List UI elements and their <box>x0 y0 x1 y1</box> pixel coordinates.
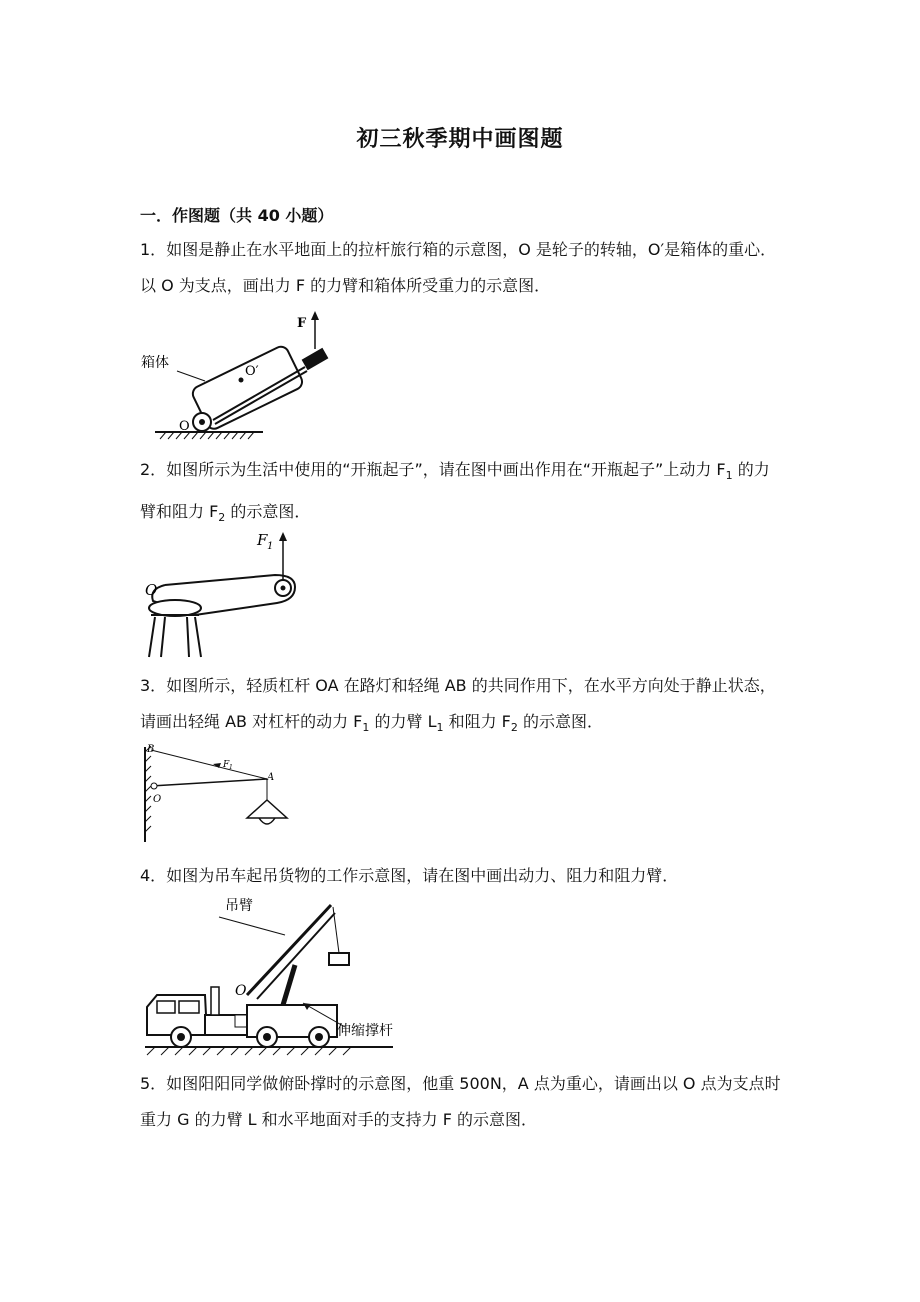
page-title: 初三秋季期中画图题 <box>356 127 564 152</box>
question-text: 如图所示，轻质杠杆 OA 在路灯和轻绳 AB 的共同作用下，在水平方向处于静止状态，请画出轻绳 AB 对杠杆的动力 F <box>140 676 776 731</box>
label-O-prime: O′ <box>245 364 259 379</box>
question-number: 1． <box>140 240 167 259</box>
subscript: 2 <box>510 721 518 735</box>
subscript: 1 <box>362 721 370 735</box>
question-text: 的力臂 L <box>369 712 437 731</box>
label-A: A <box>267 772 275 783</box>
question-number: 3． <box>140 676 167 695</box>
bottle-cap <box>149 600 201 616</box>
subscript: 1 <box>436 721 444 735</box>
question-text: 如图所示为生活中使用的“开瓶起子”，请在图中画出作用在“开瓶起子”上动力 F <box>166 460 726 479</box>
question-text: 和阻力 F <box>443 712 511 731</box>
label-F1: F <box>257 531 268 549</box>
lamp-shade <box>247 800 287 818</box>
center-of-gravity-dot <box>239 378 244 383</box>
label-box: 箱体 <box>141 355 169 371</box>
label-O: O <box>153 794 162 805</box>
figure-crane <box>135 895 415 1060</box>
figure-luggage <box>135 305 355 440</box>
label-O: O <box>145 581 158 599</box>
force-arrow-icon <box>311 311 319 320</box>
bottle-neck <box>149 617 201 657</box>
question-2 <box>140 452 785 536</box>
label-O: O <box>179 419 190 434</box>
section-heading: 一．作图题（共 40 小题） <box>140 206 334 225</box>
question-text: 如图阳阳同学做俯卧撑时的示意图，他重 500N，A 点为重心，请画出以 O 点为支点时重力 G 的力臂 L 和水平地面对手的支持力 F 的示意图． <box>140 1074 781 1129</box>
question-text: 的示意图． <box>517 712 603 731</box>
question-text: 的力臂和阻力 F <box>140 460 770 522</box>
label-F1-sub: 1 <box>229 764 233 771</box>
question-text: 如图为吊车起吊货物的工作示意图，请在图中画出动力、阻力和阻力臂． <box>166 866 679 885</box>
subscript: 1 <box>725 469 733 483</box>
question-number: 2． <box>140 460 167 479</box>
question-number: 4． <box>140 866 167 885</box>
label-boom: 吊臂 <box>225 898 253 914</box>
question-text: 的示意图． <box>225 502 311 522</box>
lamp-bulb-icon <box>259 818 275 824</box>
question-3 <box>140 668 785 746</box>
figure-bottle-opener <box>135 525 315 660</box>
subscript: 2 <box>218 511 226 525</box>
force-arrow-icon <box>279 532 287 541</box>
question-number: 5． <box>140 1074 167 1093</box>
label-B: B <box>147 744 155 755</box>
label-O: O <box>235 983 247 999</box>
figure-streetlamp <box>135 742 305 847</box>
cargo-box <box>329 953 349 965</box>
question-4 <box>140 858 785 894</box>
luggage-handle <box>302 348 329 370</box>
question-text: 如图是静止在水平地面上的拉杆旅行箱的示意图，O 是轮子的转轴，O′是箱体的重心．以 O 为支点，画出力 F 的力臂和箱体所受重力的示意图． <box>140 240 777 295</box>
question-5 <box>140 1066 785 1138</box>
label-F: F <box>297 316 307 331</box>
question-1 <box>140 232 785 304</box>
telescopic-rod <box>283 965 295 1005</box>
label-F1: F <box>223 760 230 770</box>
label-telescopic-rod: 伸缩撑杆 <box>337 1023 393 1039</box>
label-F1-sub: 1 <box>267 541 274 552</box>
